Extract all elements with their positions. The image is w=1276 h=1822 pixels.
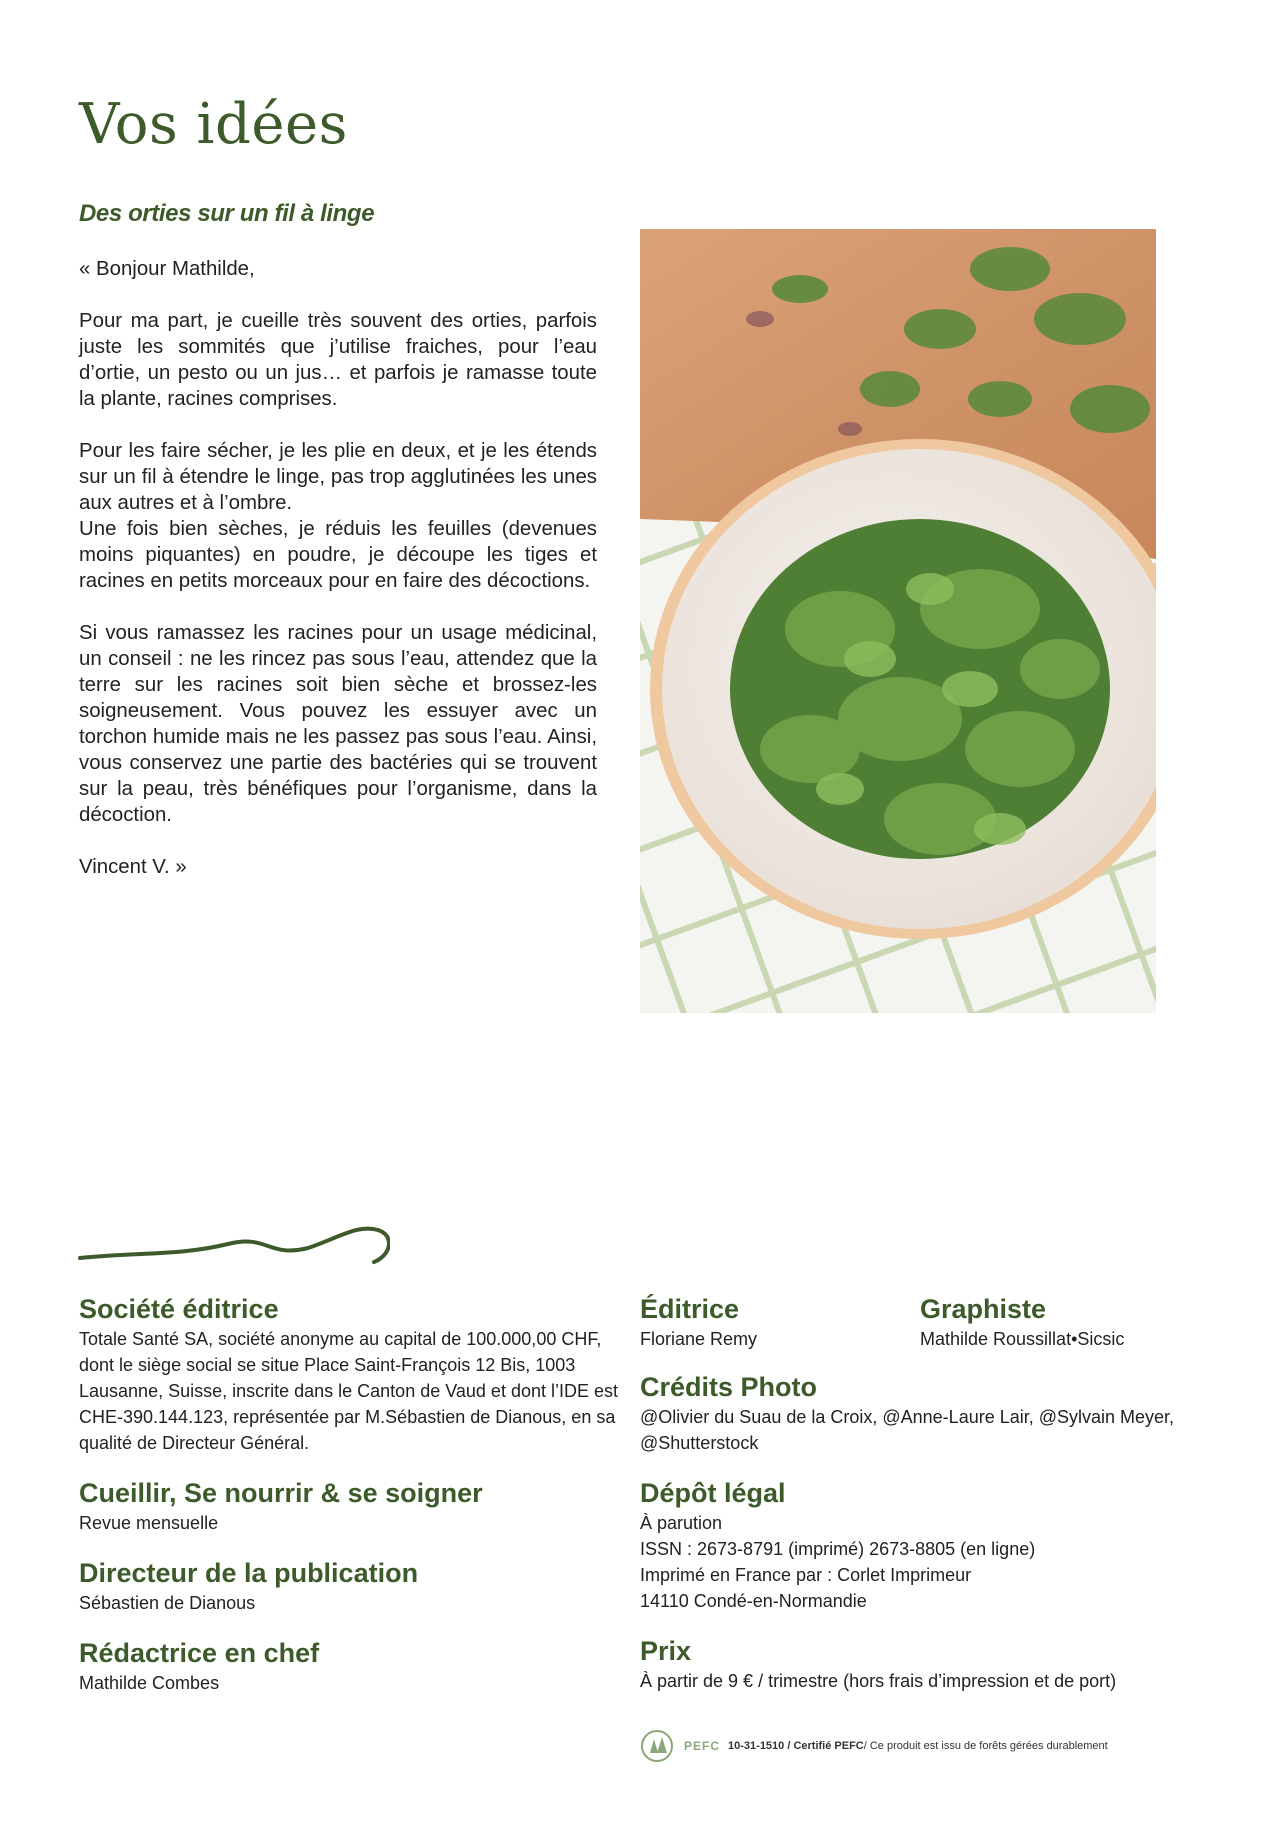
credit-value: Floriane Remy bbox=[640, 1329, 758, 1349]
letter-paragraph-2a: Pour les faire sécher, je les plie en deux, et je les étends sur un fil à étendre le linge, pas trop agglutinées les unes aux autres et à l’ombre. bbox=[79, 440, 597, 514]
credit-value: À parution bbox=[640, 1513, 723, 1533]
credit-heading: Société éditrice bbox=[79, 1294, 279, 1324]
credit-value: Totale Santé SA, société anonyme au capital de 100.000,00 CHF, dont le siège social se situe Place Saint-François 12 Bis, 1003 Lausanne, Suisse, inscrite dans le Canton de Vaud et dont l’IDE est CHE-390.144.123, représentée par M.Sébastien de Dianous, en sa qualité de Directeur Général. bbox=[79, 1329, 618, 1453]
pefc-certification bbox=[640, 1728, 1108, 1764]
credit-value: ISSN : 2673-8791 (imprimé) 2673-8805 (en ligne) bbox=[640, 1539, 1036, 1559]
credit-value: Imprimé en France par : Corlet Imprimeur bbox=[640, 1565, 972, 1585]
pefc-brand: PEFC bbox=[684, 1739, 721, 1753]
credit-heading: Rédactrice en chef bbox=[79, 1638, 320, 1668]
credit-prix bbox=[640, 1634, 1180, 1694]
credit-heading: Cueillir, Se nourrir & se soigner bbox=[79, 1478, 483, 1508]
credit-value: Sébastien de Dianous bbox=[79, 1593, 256, 1613]
credit-value: Mathilde Roussillat•Sicsic bbox=[920, 1329, 1125, 1349]
credit-redactrice bbox=[79, 1636, 619, 1696]
credits-right-column bbox=[640, 1370, 1180, 1714]
nettle-bowl-photo bbox=[640, 229, 1156, 1013]
letter-paragraph-3: Si vous ramassez les racines pour un usage médicinal, un conseil : ne les rincez pas sous l’eau, attendez que la terre sur les racines soit bien sèche et brossez-les soigneusement. Vous pouvez les essuyer avec un torchon humide mais ne les passez pas sous l’eau. Ainsi, vous conservez une partie des bactéries qui se trouvent sur la peau, très bénéfiques pour l’organisme, dans la décoction. bbox=[79, 622, 597, 826]
credit-value: Revue mensuelle bbox=[79, 1513, 219, 1533]
credit-heading: Crédits Photo bbox=[640, 1372, 818, 1402]
letter-paragraph-2b: Une fois bien sèches, je réduis les feuilles (devenues moins piquantes) en poudre, je découpe les tiges et racines en petits morceaux pour en faire des décoctions. bbox=[79, 518, 597, 592]
credit-directeur bbox=[79, 1556, 619, 1616]
credits-graphiste bbox=[920, 1292, 1180, 1352]
credit-heading: Directeur de la publication bbox=[79, 1558, 419, 1588]
credit-value: À partir de 9 € / trimestre (hors frais d’impression et de port) bbox=[640, 1671, 1117, 1691]
article-subtitle: Des orties sur un fil à linge bbox=[79, 200, 375, 227]
credit-value: 14110 Condé-en-Normandie bbox=[640, 1591, 867, 1611]
letter-paragraph-1: Pour ma part, je cueille très souvent des orties, parfois juste les sommités que j’utilise fraiches, pour l’eau d’ortie, un pesto ou un jus… et parfois je ramasse toute la plante, racines comprises. bbox=[79, 310, 597, 410]
credit-heading: Dépôt légal bbox=[640, 1478, 786, 1508]
credit-revue bbox=[79, 1476, 619, 1536]
credit-value: @Olivier du Suau de la Croix, @Anne-Laure Lair, @Sylvain Meyer, @Shutterstock bbox=[640, 1407, 1175, 1453]
credits-editrice bbox=[640, 1292, 920, 1352]
letter-greeting: « Bonjour Mathilde, bbox=[79, 258, 255, 280]
pefc-code: 10-31-1510 / Certifié PEFC bbox=[728, 1740, 864, 1752]
pefc-text: / Ce produit est issu de forêts gérées durablement bbox=[863, 1740, 1108, 1752]
letter-signature: Vincent V. » bbox=[79, 856, 187, 878]
credit-societe bbox=[79, 1292, 619, 1456]
credit-value: Mathilde Combes bbox=[79, 1673, 220, 1693]
credit-heading: Prix bbox=[640, 1636, 692, 1666]
credit-heading: Graphiste bbox=[920, 1294, 1047, 1324]
credit-photo bbox=[640, 1370, 1180, 1456]
page-title: Vos idées bbox=[79, 92, 348, 157]
credit-depot bbox=[640, 1476, 1180, 1614]
credit-heading: Éditrice bbox=[640, 1294, 740, 1324]
reader-letter bbox=[79, 256, 597, 906]
pefc-logo-icon bbox=[640, 1729, 678, 1763]
decorative-swash bbox=[78, 1218, 390, 1272]
credits-left-column bbox=[79, 1292, 619, 1716]
